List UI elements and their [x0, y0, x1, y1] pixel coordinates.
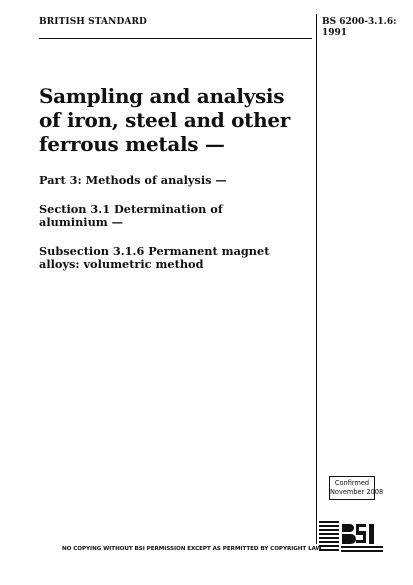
- section-heading: [39, 203, 314, 229]
- standard-number: [322, 17, 397, 39]
- part-heading: [39, 174, 314, 187]
- standard-number-line-2: 1991: [322, 28, 348, 38]
- confirmation-stamp: [329, 476, 384, 500]
- title-line-2: of iron, steel and other: [39, 108, 290, 132]
- confirmation-line-1: Confirmed: [334, 479, 370, 487]
- confirmation-line-2: November 2008: [330, 488, 384, 496]
- subsection-line-1: Subsection 3.1.6 Permanent magnet: [39, 244, 270, 258]
- bsi-logo: [319, 520, 383, 554]
- title-line-1: Sampling and analysis: [39, 84, 285, 108]
- header-rule: [39, 38, 312, 39]
- section-line-2: aluminium —: [39, 215, 123, 229]
- standard-number-line-1: BS 6200-3.1.6:: [322, 17, 397, 27]
- part-line-1: Part 3: Methods of analysis —: [39, 173, 227, 187]
- document-title: [39, 84, 314, 156]
- document-type-label: BRITISH STANDARD: [39, 17, 147, 27]
- section-line-1: Section 3.1 Determination of: [39, 202, 223, 216]
- title-line-3: ferrous metals —: [39, 132, 225, 156]
- vertical-divider: [316, 14, 317, 544]
- copyright-notice: NO COPYING WITHOUT BSI PERMISSION EXCEPT AS PERMITTED BY COPYRIGHT LAW: [62, 546, 322, 552]
- subsection-heading: [39, 245, 314, 271]
- subsection-line-2: alloys: volumetric method: [39, 257, 204, 271]
